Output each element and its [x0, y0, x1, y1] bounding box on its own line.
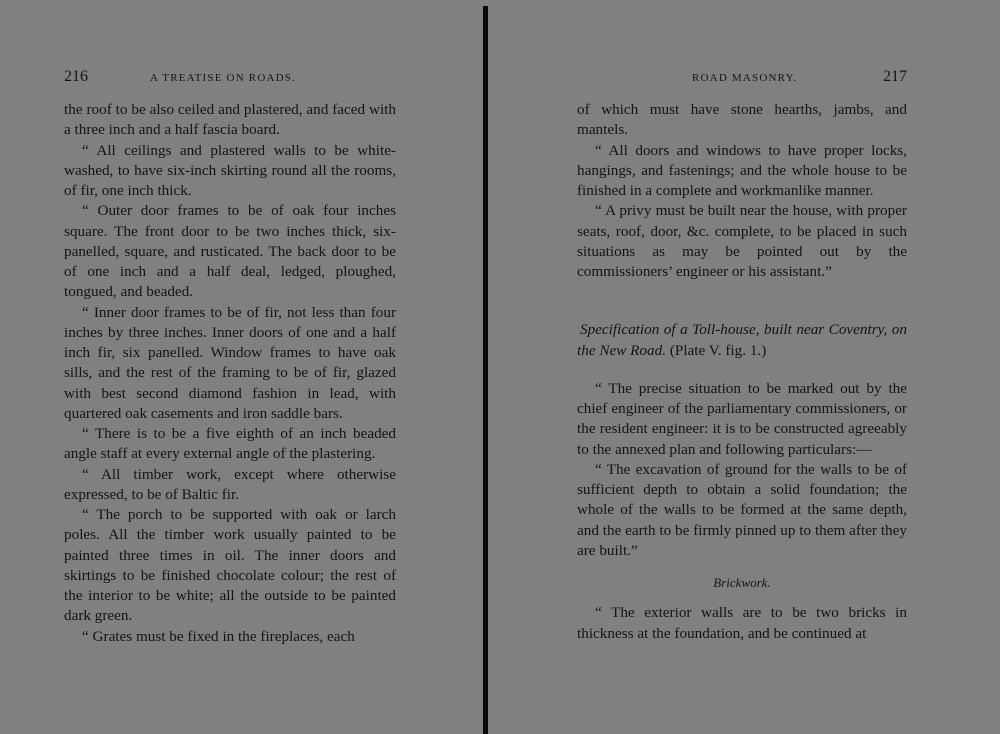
left-page-number: 216	[64, 68, 88, 85]
right-paragraph: of which must have stone hearths, jambs, and mantels.	[577, 101, 907, 139]
left-paragraph: “ All ceilings and plastered walls to be white-washed, to have six-inch skirting round all the rooms, of fir, one inch thick.	[64, 141, 396, 199]
right-paragraph: “ The excavation of ground for the walls to be of sufficient depth to obtain a solid foundation; the whole of the walls to be formed at the same depth, and the earth to be firmly pinned up to them after they are built.”	[577, 460, 907, 559]
specification-title: Specification of a Toll-house, built near Coventry, on the New Road.	[577, 321, 907, 359]
plate-reference: (Plate V. fig. 1.)	[669, 341, 767, 359]
left-paragraph: “ All timber work, except where otherwise expressed, to be of Baltic fir.	[64, 465, 396, 503]
left-paragraph: the roof to be also ceiled and plastered, and faced with a three inch and a half fascia board.	[64, 101, 396, 139]
left-page-body	[64, 100, 396, 647]
left-paragraph: “ There is to be a five eighth of an inch beaded angle staff at every external angle of the plastering.	[64, 425, 396, 463]
book-gutter	[483, 6, 488, 734]
specification-heading	[577, 320, 907, 361]
right-paragraph: “ The exterior walls are to be two bricks in thickness at the foundation, and be continued at	[577, 604, 907, 642]
left-paragraph: “ Inner door frames to be of fir, not less than four inches by three inches. Inner doors of one and a half inch fir, six panelled. Window frames to have oak sills, and the rest of the framing to be of fir, glazed with best second diamond fashion in lead, with quartered oak casements and iron saddle bars.	[64, 303, 396, 422]
right-paragraph: “ All doors and windows to have proper locks, hangings, and fastenings; and the whole house to be finished in a complete and workmanlike manner.	[577, 141, 907, 199]
left-paragraph: “ The porch to be supported with oak or larch poles. All the timber work usually painted to be painted three times in oil. The inner doors and skirtings to be finished chocolate colour; the rest of the interior to be white; all the outside to be painted dark green.	[64, 506, 396, 625]
right-paragraph: “ A privy must be built near the house, with proper seats, roof, door, &c. complete, to be placed in such situations as may be pointed out by the commissioners’ engineer or his assistant.”	[577, 202, 907, 280]
left-running-head	[64, 70, 396, 90]
left-paragraph: “ Grates must be fixed in the fireplaces, each	[82, 627, 355, 645]
right-paragraph: “ The precise situation to be marked out by the chief engineer of the parliamentary commissioners, or the resident engineer: it is to be constructed agreeably to the annexed plan and following particulars:—	[577, 379, 907, 458]
left-paragraph: “ Outer door frames to be of oak four inches square. The front door to be two inches thick, six-panelled, square, and rusticated. The back door to be of one inch and a half deal, ledged, ploughed, tongued, and beaded.	[64, 202, 396, 301]
brickwork-subheading: Brickwork.	[713, 575, 771, 590]
section-gap	[577, 361, 907, 379]
left-running-title: A TREATISE ON ROADS.	[150, 72, 297, 84]
right-page-body	[577, 100, 907, 644]
right-running-head	[577, 70, 907, 90]
right-running-title: ROAD MASONRY.	[692, 72, 798, 84]
right-page-number: 217	[883, 68, 907, 85]
